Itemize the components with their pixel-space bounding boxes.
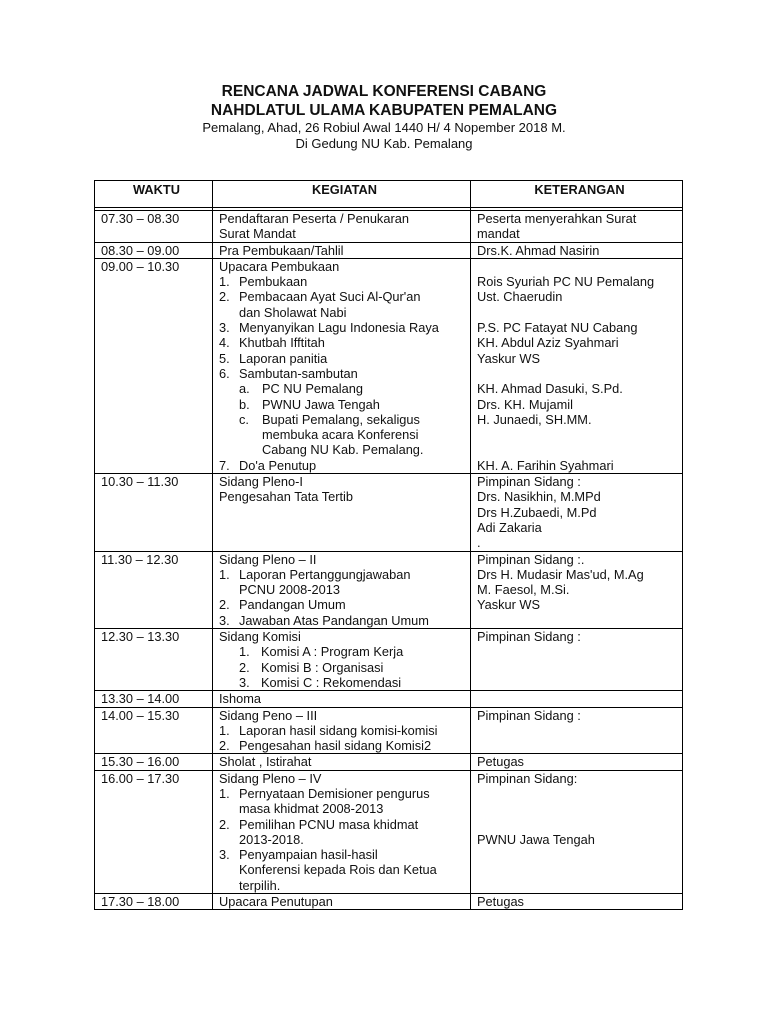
time-cell: 09.00 – 10.30 xyxy=(95,258,213,473)
note-line: KH. Abdul Aziz Syahmari xyxy=(477,335,619,351)
activity-title: Sidang Pleno-I xyxy=(219,474,303,490)
activity-line: Pendaftaran Peserta / Penukaran xyxy=(219,211,409,226)
note-line: Drs H.Zubaedi, M.Pd xyxy=(477,504,597,520)
table-row xyxy=(95,754,683,770)
list-item: 3. Penyampaian hasil-hasil xyxy=(219,847,378,863)
document-subtitle: NAHDLATUL ULAMA KABUPATEN PEMALANG xyxy=(210,102,558,119)
note-line: Pimpinan Sidang: xyxy=(477,770,578,786)
note-cell: Drs.K. Ahmad Nasirin xyxy=(471,242,683,258)
list-item: 3. Menyanyikan Lagu Indonesia Raya xyxy=(219,320,439,336)
table-row xyxy=(95,770,683,893)
list-item: 1. Pembukaan xyxy=(219,274,308,290)
note-line: KH. A. Farihin Syahmari xyxy=(477,457,614,473)
sub-list-item: a. PC NU Pemalang xyxy=(239,381,363,397)
list-item-continuation: terpilih. xyxy=(239,877,281,893)
activity-cell: Pra Pembukaan/Tahlil xyxy=(213,242,471,258)
activity-cell xyxy=(213,551,471,628)
header-kegiatan: KEGIATAN xyxy=(213,181,471,208)
document-header xyxy=(0,82,768,152)
note-line: KH. Ahmad Dasuki, S.Pd. xyxy=(477,381,623,397)
list-item: 4. Khutbah Ifftitah xyxy=(219,335,325,351)
list-item: 1. Pernyataan Demisioner pengurus xyxy=(219,785,430,801)
list-item: 6. Sambutan-sambutan xyxy=(219,365,358,381)
header-keterangan: KETERANGAN xyxy=(471,181,683,208)
note-line: Peserta menyerahkan Surat xyxy=(477,211,637,226)
note-cell: Petugas xyxy=(471,894,683,910)
table-row xyxy=(95,258,683,473)
note-cell: Petugas xyxy=(471,754,683,770)
note-line: Pimpinan Sidang :. xyxy=(477,551,585,567)
list-item: 5. Laporan panitia xyxy=(219,350,328,366)
activity-cell xyxy=(213,707,471,754)
document-title: RENCANA JADWAL KONFERENSI CABANG xyxy=(221,83,547,100)
sub-list-continuation: membuka acara Konferensi xyxy=(262,427,419,443)
place-line: Di Gedung NU Kab. Pemalang xyxy=(295,136,473,151)
note-line: Drs. KH. Mujamil xyxy=(477,396,573,412)
activity-line: Surat Mandat xyxy=(219,226,296,242)
list-item: 1. Laporan Pertanggungjawaban xyxy=(219,566,411,582)
activity-title: Sidang Pleno – IV xyxy=(219,770,322,786)
list-item: 7. Do'a Penutup xyxy=(219,457,317,473)
activity-cell xyxy=(213,629,471,691)
activity-title: Sidang Komisi xyxy=(219,629,301,645)
note-cell xyxy=(471,691,683,707)
note-cell xyxy=(471,770,683,893)
note-cell xyxy=(471,211,683,243)
list-item-continuation: dan Sholawat Nabi xyxy=(239,304,347,320)
note-line: Rois Syuriah PC NU Pemalang xyxy=(477,274,655,290)
list-item-continuation: 2013-2018. xyxy=(239,831,304,847)
time-cell: 17.30 – 18.00 xyxy=(95,894,213,910)
note-cell: Pimpinan Sidang : xyxy=(471,707,683,754)
activity-cell xyxy=(213,474,471,551)
sub-list-item: c. Bupati Pemalang, sekaligus xyxy=(239,411,420,427)
list-item: 1. Laporan hasil sidang komisi-komisi xyxy=(219,722,438,738)
note-cell xyxy=(471,474,683,551)
note-line: H. Junaedi, SH.MM. xyxy=(477,411,592,427)
schedule-table xyxy=(94,180,683,910)
activity-title: Sidang Pleno – II xyxy=(219,551,317,567)
table-row xyxy=(95,691,683,707)
list-item: 2. Pemilihan PCNU masa khidmat xyxy=(219,816,419,832)
activity-cell xyxy=(213,211,471,243)
time-cell: 10.30 – 11.30 xyxy=(95,474,213,551)
time-cell: 08.30 – 09.00 xyxy=(95,242,213,258)
table-row xyxy=(95,242,683,258)
time-cell: 11.30 – 12.30 xyxy=(95,551,213,628)
activity-cell: Ishoma xyxy=(213,691,471,707)
time-cell: 16.00 – 17.30 xyxy=(95,770,213,893)
table-row xyxy=(95,894,683,910)
note-line: . xyxy=(477,535,481,551)
activity-cell xyxy=(213,770,471,893)
table-row xyxy=(95,474,683,551)
activity-cell: Upacara Penutupan xyxy=(213,894,471,910)
list-item-continuation: masa khidmat 2008-2013 xyxy=(239,801,384,817)
activity-cell: Sholat , Istirahat xyxy=(213,754,471,770)
list-item: 2. Pembacaan Ayat Suci Al-Qur'an xyxy=(219,289,421,305)
time-cell: 07.30 – 08.30 xyxy=(95,211,213,243)
note-line: Drs H. Mudasir Mas'ud, M.Ag xyxy=(477,566,644,582)
list-item: 3. Komisi C : Rekomendasi xyxy=(239,674,402,690)
time-cell: 15.30 – 16.00 xyxy=(95,754,213,770)
date-line: Pemalang, Ahad, 26 Robiul Awal 1440 H/ 4 Nopember 2018 M. xyxy=(202,120,566,135)
list-item-continuation: Konferensi kepada Rois dan Ketua xyxy=(239,862,437,878)
list-item: 1. Komisi A : Program Kerja xyxy=(239,644,404,660)
note-line: M. Faesol, M.Si. xyxy=(477,582,570,598)
list-item: 2. Pandangan Umum xyxy=(219,597,346,613)
activity-line: Pengesahan Tata Tertib xyxy=(219,489,353,505)
note-line: PWNU Jawa Tengah xyxy=(477,831,595,847)
note-cell xyxy=(471,258,683,473)
note-cell: Pimpinan Sidang : xyxy=(471,629,683,691)
note-line: Yaskur WS xyxy=(477,350,541,366)
note-line: Drs. Nasikhin, M.MPd xyxy=(477,489,601,505)
header-waktu: WAKTU xyxy=(95,181,213,208)
time-cell: 12.30 – 13.30 xyxy=(95,629,213,691)
note-line: Adi Zakaria xyxy=(477,519,542,535)
table-header-row xyxy=(95,181,683,208)
activity-title: Sidang Peno – III xyxy=(219,707,318,723)
note-line: Pimpinan Sidang : xyxy=(477,474,581,490)
table-row xyxy=(95,629,683,691)
note-line: mandat xyxy=(477,226,520,242)
note-line: Yaskur WS xyxy=(477,597,541,613)
sub-list-continuation: Cabang NU Kab. Pemalang. xyxy=(262,442,424,458)
time-cell: 14.00 – 15.30 xyxy=(95,707,213,754)
activity-title: Upacara Pembukaan xyxy=(219,258,340,274)
note-line: Ust. Chaerudin xyxy=(477,289,563,305)
list-item: 3. Jawaban Atas Pandangan Umum xyxy=(219,612,429,628)
note-line: P.S. PC Fatayat NU Cabang xyxy=(477,320,638,336)
note-cell xyxy=(471,551,683,628)
activity-cell xyxy=(213,258,471,473)
table-row xyxy=(95,707,683,754)
list-item-continuation: PCNU 2008-2013 xyxy=(239,582,341,598)
table-row xyxy=(95,551,683,628)
table-row xyxy=(95,211,683,243)
list-item: 2. Pengesahan hasil sidang Komisi2 xyxy=(219,738,432,754)
list-item: 2. Komisi B : Organisasi xyxy=(239,659,384,675)
sub-list-item: b. PWNU Jawa Tengah xyxy=(239,396,380,412)
time-cell: 13.30 – 14.00 xyxy=(95,691,213,707)
